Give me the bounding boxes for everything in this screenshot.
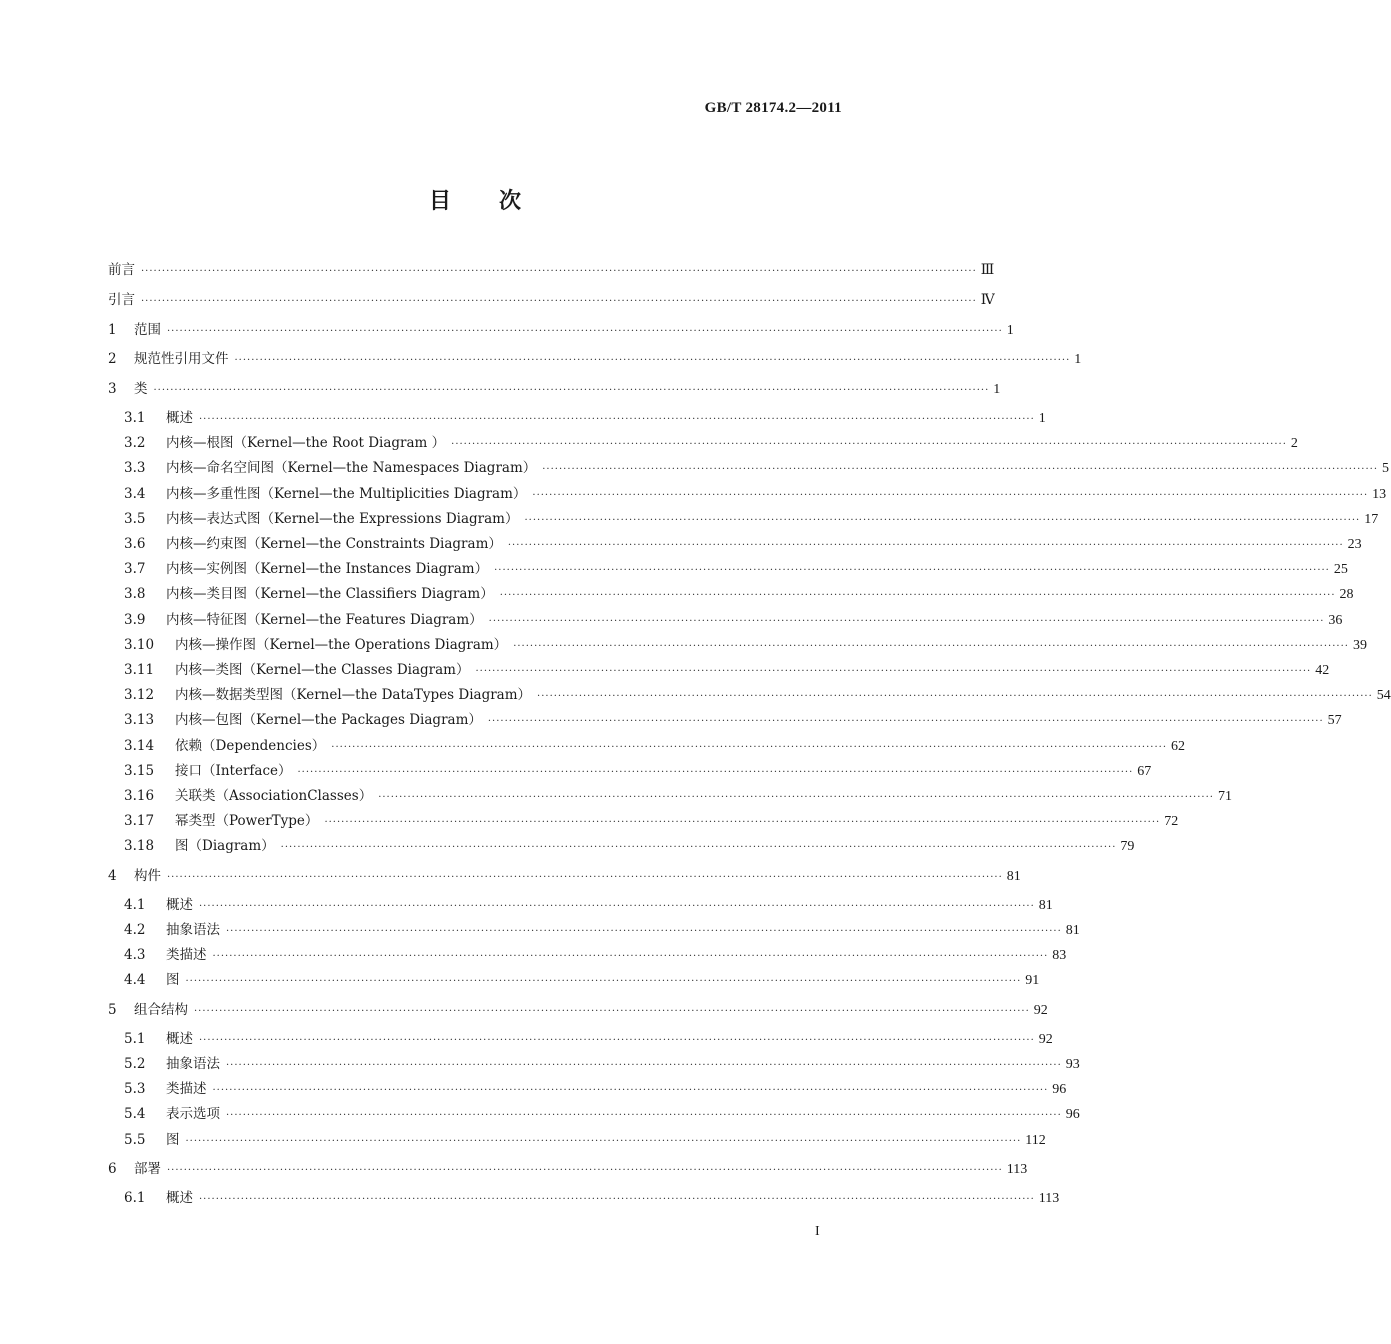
toc-entry-label: 内核—特征图（Kernel—the Features Diagram） <box>166 611 483 628</box>
toc-entry-number: 3.13 <box>124 712 155 729</box>
toc-entry[interactable] <box>124 735 1186 757</box>
toc-entry[interactable] <box>108 378 1001 400</box>
toc-entry[interactable] <box>124 1129 1046 1151</box>
toc-entry[interactable] <box>124 558 1348 580</box>
toc-entry-number: 2 <box>108 351 117 367</box>
toc-entry[interactable] <box>124 432 1298 454</box>
toc-entry-page: 1 <box>993 382 1001 397</box>
dot-leader: ········································································································································································································ <box>451 439 1287 451</box>
toc-entry-number: 3.2 <box>124 435 146 452</box>
toc-entry-label: 关联类（AssociationClasses） <box>175 788 373 804</box>
toc-entry-page: 113 <box>1006 1161 1028 1177</box>
toc-entry-page: 112 <box>1025 1132 1046 1148</box>
toc-entry-number: 3 <box>108 381 117 397</box>
toc-entry-label: 概述 <box>166 1030 193 1047</box>
dot-leader: ········································································································································································································ <box>499 590 1336 602</box>
toc-entry-label: 接口（Interface） <box>175 762 292 779</box>
toc-entry-label: 组合结构 <box>134 1001 188 1018</box>
toc-entry[interactable] <box>124 760 1152 782</box>
toc-entry-number: 5 <box>108 1001 117 1018</box>
toc-entry[interactable] <box>108 1158 1028 1180</box>
toc-entry-number: 5.2 <box>124 1056 146 1072</box>
toc-entry-page: 113 <box>1038 1191 1060 1206</box>
dot-leader: ········································································································································································································ <box>199 900 1035 912</box>
toc-entry-number: 3.1 <box>124 410 146 426</box>
toc-entry[interactable] <box>124 609 1343 631</box>
dot-leader: ········································································································································································································ <box>185 976 1022 988</box>
toc-entry-number: 4.3 <box>124 947 146 964</box>
toc-entry[interactable] <box>124 944 1067 966</box>
toc-entry-page: 81 <box>1065 923 1080 938</box>
toc-entry-number: 3.8 <box>124 586 146 603</box>
dot-leader: ········································································································································································································ <box>167 326 1003 337</box>
toc-entry-number: 3.6 <box>124 536 146 552</box>
toc-entry-number: 6 <box>108 1160 117 1177</box>
toc-entry-number: 3.11 <box>124 662 155 678</box>
toc-entry[interactable] <box>124 407 1046 429</box>
toc-entry-number: 4 <box>108 867 117 884</box>
toc-entry-label: 构件 <box>134 867 161 884</box>
toc-entry[interactable] <box>124 969 1040 991</box>
toc-entry-page: 79 <box>1120 839 1135 855</box>
toc-entry-page: 23 <box>1347 537 1362 552</box>
toc-entry-page: 2 <box>1290 436 1298 452</box>
toc-entry-page: Ⅲ <box>980 263 995 278</box>
toc-entry[interactable] <box>108 865 1021 887</box>
toc-entry[interactable] <box>124 483 1387 505</box>
toc-entry-label: 图（Diagram） <box>175 838 275 855</box>
toc-entry[interactable] <box>108 348 1082 370</box>
dot-leader: ········································································································································································································ <box>153 385 990 396</box>
toc-entry-label: 图 <box>166 972 180 989</box>
dot-leader: ········································································································································································································ <box>167 1164 1003 1176</box>
dot-leader: ········································································································································································································ <box>542 464 1378 476</box>
toc-entry-number: 3.4 <box>124 485 146 502</box>
toc-entry-page: 39 <box>1352 637 1367 653</box>
toc-entry[interactable] <box>124 894 1053 916</box>
toc-entry-label: 依赖（Dependencies） <box>175 737 326 754</box>
toc-entry-number: 4.4 <box>124 972 146 989</box>
toc-entry-label: 内核—操作图（Kernel—the Operations Diagram） <box>175 636 508 653</box>
toc-entry[interactable] <box>124 835 1135 857</box>
toc-entry-page: 93 <box>1065 1057 1080 1072</box>
toc-entry-label: 类 <box>134 381 148 397</box>
title-char-1: 目 <box>428 189 451 214</box>
toc-entry[interactable] <box>124 810 1179 832</box>
toc-entry-page: 5 <box>1382 461 1389 477</box>
title-char-2: 次 <box>499 189 522 214</box>
toc-entry-page: 91 <box>1025 973 1040 989</box>
toc-entry-page: 54 <box>1376 688 1391 704</box>
toc-entry-number: 3.12 <box>124 687 155 704</box>
dot-leader: ········································································································································································································ <box>226 1060 1062 1071</box>
toc-entry[interactable] <box>124 508 1379 530</box>
toc-entry-label: 内核—多重性图（Kernel—the Multiplicities Diagram） <box>166 485 527 502</box>
toc-entry-page: 42 <box>1315 663 1330 678</box>
toc-entry[interactable] <box>124 1187 1060 1209</box>
toc-entry-page: 1 <box>1006 323 1014 338</box>
toc-entry-page: 96 <box>1052 1082 1067 1098</box>
toc-entry[interactable] <box>124 785 1232 807</box>
toc-entry[interactable] <box>124 709 1342 731</box>
toc-entry-label: 内核—命名空间图（Kernel—the Namespaces Diagram） <box>166 460 537 477</box>
standard-number: GB/T 28174.2—2011 <box>704 100 842 116</box>
folio-page-number: I <box>815 1224 820 1239</box>
toc-entry-label: 内核—约束图（Kernel—the Constraints Diagram） <box>166 536 502 552</box>
toc-entry-label: 引言 <box>108 292 135 308</box>
toc-entry[interactable] <box>124 684 1391 706</box>
toc-entry-page: 81 <box>1006 868 1021 884</box>
dot-leader: ········································································································································································································ <box>194 1005 1030 1017</box>
toc-entry-page: 92 <box>1033 1002 1048 1018</box>
toc-entry-label: 内核—类目图（Kernel—the Classifiers Diagram） <box>166 586 494 603</box>
dot-leader: ········································································································································································································ <box>537 691 1373 703</box>
dot-leader: ········································································································································································································ <box>297 766 1134 778</box>
toc-entry-label: 规范性引用文件 <box>134 351 229 367</box>
toc-entry-label: 前言 <box>108 262 135 278</box>
toc-entry[interactable] <box>124 1103 1080 1125</box>
toc-entry-label: 类描述 <box>166 1081 207 1098</box>
toc-entry[interactable] <box>124 583 1354 605</box>
dot-leader: ········································································································································································································ <box>280 842 1117 854</box>
toc-entry-label: 类描述 <box>166 947 207 964</box>
dot-leader: ········································································································································································································ <box>185 1135 1022 1147</box>
dot-leader: ········································································································································································································ <box>226 1110 1062 1122</box>
dot-leader: ········································································································································································································ <box>199 1194 1035 1205</box>
dot-leader: ········································································································································································································ <box>167 871 1003 883</box>
toc-entry-number: 1 <box>108 322 117 338</box>
toc-entry-number: 3.15 <box>124 762 155 779</box>
toc-entry-page: 62 <box>1171 738 1186 754</box>
toc-entry-label: 抽象语法 <box>166 922 220 938</box>
toc-entry-number: 3.3 <box>124 460 146 477</box>
toc-entry-label: 图 <box>166 1131 180 1148</box>
page-title <box>0 184 950 215</box>
dot-leader: ········································································································································································································ <box>524 514 1361 526</box>
toc-entry-number: 5.4 <box>124 1106 146 1123</box>
dot-leader: ········································································································································································································ <box>199 414 1035 425</box>
toc-entry[interactable] <box>124 1053 1080 1075</box>
toc-entry-page: 71 <box>1217 789 1232 804</box>
toc-entry-label: 幂类型（PowerType） <box>175 813 319 830</box>
toc-entry-page: 1 <box>1074 352 1082 367</box>
toc-entry-label: 部署 <box>134 1160 161 1177</box>
toc-entry-number: 3.16 <box>124 788 155 804</box>
dot-leader: ········································································································································································································ <box>141 266 977 277</box>
toc-entry-page: 67 <box>1137 763 1152 779</box>
dot-leader: ········································································································································································································ <box>378 792 1214 803</box>
toc-entry[interactable] <box>108 999 1048 1021</box>
toc-entry[interactable] <box>124 919 1080 941</box>
toc-entry-label: 表示选项 <box>166 1106 220 1123</box>
dot-leader: ········································································································································································································ <box>513 640 1349 652</box>
toc-entry-page: 72 <box>1164 814 1179 830</box>
dot-leader: ········································································································································································································ <box>199 1034 1035 1046</box>
toc-entry-number: 3.17 <box>124 813 155 830</box>
toc-entry-number: 4.1 <box>124 896 146 913</box>
dot-leader: ········································································································································································································ <box>331 741 1168 753</box>
toc-entry-label: 范围 <box>134 322 161 338</box>
toc-entry-number: 5.1 <box>124 1030 146 1047</box>
toc-entry-page: 28 <box>1339 587 1354 603</box>
dot-leader: ········································································································································································································ <box>212 1085 1049 1097</box>
toc-entry-page: 36 <box>1328 612 1343 628</box>
toc-entry[interactable] <box>124 659 1330 681</box>
toc-entry-label: 内核—类图（Kernel—the Classes Diagram） <box>175 662 470 678</box>
dot-leader: ········································································································································································································ <box>324 817 1161 829</box>
toc-entry-page: 83 <box>1052 948 1067 964</box>
toc-entry-number: 3.9 <box>124 611 146 628</box>
toc-entry[interactable] <box>124 457 1389 479</box>
toc-entry-page: 25 <box>1333 562 1348 578</box>
toc-entry-page: 96 <box>1065 1107 1080 1123</box>
dot-leader: ········································································································································································································ <box>487 716 1324 728</box>
toc-entry-number: 6.1 <box>124 1190 146 1206</box>
dot-leader: ········································································································································································································ <box>234 355 1071 366</box>
toc-entry-number: 5.3 <box>124 1081 146 1098</box>
toc-entry[interactable] <box>124 533 1362 555</box>
toc-entry-page: 81 <box>1038 897 1053 913</box>
dot-leader: ········································································································································································································ <box>475 666 1312 677</box>
toc-entry-label: 内核—数据类型图（Kernel—the DataTypes Diagram） <box>175 687 532 704</box>
dot-leader: ········································································································································································································ <box>226 926 1062 937</box>
toc-entry-label: 抽象语法 <box>166 1056 220 1072</box>
dot-leader: ········································································································································································································ <box>488 615 1325 627</box>
toc-entry-label: 概述 <box>166 896 193 913</box>
toc-entry-page: 17 <box>1364 511 1379 527</box>
toc-entry-label: 概述 <box>166 410 193 426</box>
toc-entry[interactable] <box>108 319 1014 341</box>
toc-entry-label: 内核—表达式图（Kernel—the Expressions Diagram） <box>166 510 519 527</box>
toc-entry[interactable] <box>108 259 995 281</box>
toc-entry-label: 内核—实例图（Kernel—the Instances Diagram） <box>166 561 489 578</box>
toc-entry-number: 4.2 <box>124 922 146 938</box>
toc-entry-page: 92 <box>1038 1031 1053 1047</box>
toc-entry-label: 内核—包图（Kernel—the Packages Diagram） <box>175 712 482 729</box>
toc-entry-page: Ⅳ <box>980 293 995 308</box>
dot-leader: ········································································································································································································ <box>494 565 1330 577</box>
toc-entry[interactable] <box>124 1028 1053 1050</box>
toc-entry-number: 3.18 <box>124 838 155 855</box>
dot-leader: ········································································································································································································ <box>507 540 1344 551</box>
toc-entry-number: 3.10 <box>124 636 155 653</box>
toc-entry[interactable] <box>124 634 1367 656</box>
toc-entry-page: 13 <box>1372 486 1387 502</box>
toc-entry-number: 3.14 <box>124 737 155 754</box>
toc-entry-page: 57 <box>1327 713 1342 729</box>
dot-leader: ········································································································································································································ <box>141 296 977 307</box>
toc-entry-label: 概述 <box>166 1190 193 1206</box>
toc-entry-page: 1 <box>1038 411 1046 426</box>
toc-entry-label: 内核—根图（Kernel—the Root Diagram ） <box>166 435 446 452</box>
dot-leader: ········································································································································································································ <box>532 489 1369 501</box>
toc-entry-number: 3.5 <box>124 510 146 527</box>
toc-entry[interactable] <box>108 289 995 311</box>
toc-entry-number: 3.7 <box>124 561 146 578</box>
toc-entry[interactable] <box>124 1078 1067 1100</box>
dot-leader: ········································································································································································································ <box>212 951 1049 963</box>
toc-entry-number: 5.5 <box>124 1131 146 1148</box>
